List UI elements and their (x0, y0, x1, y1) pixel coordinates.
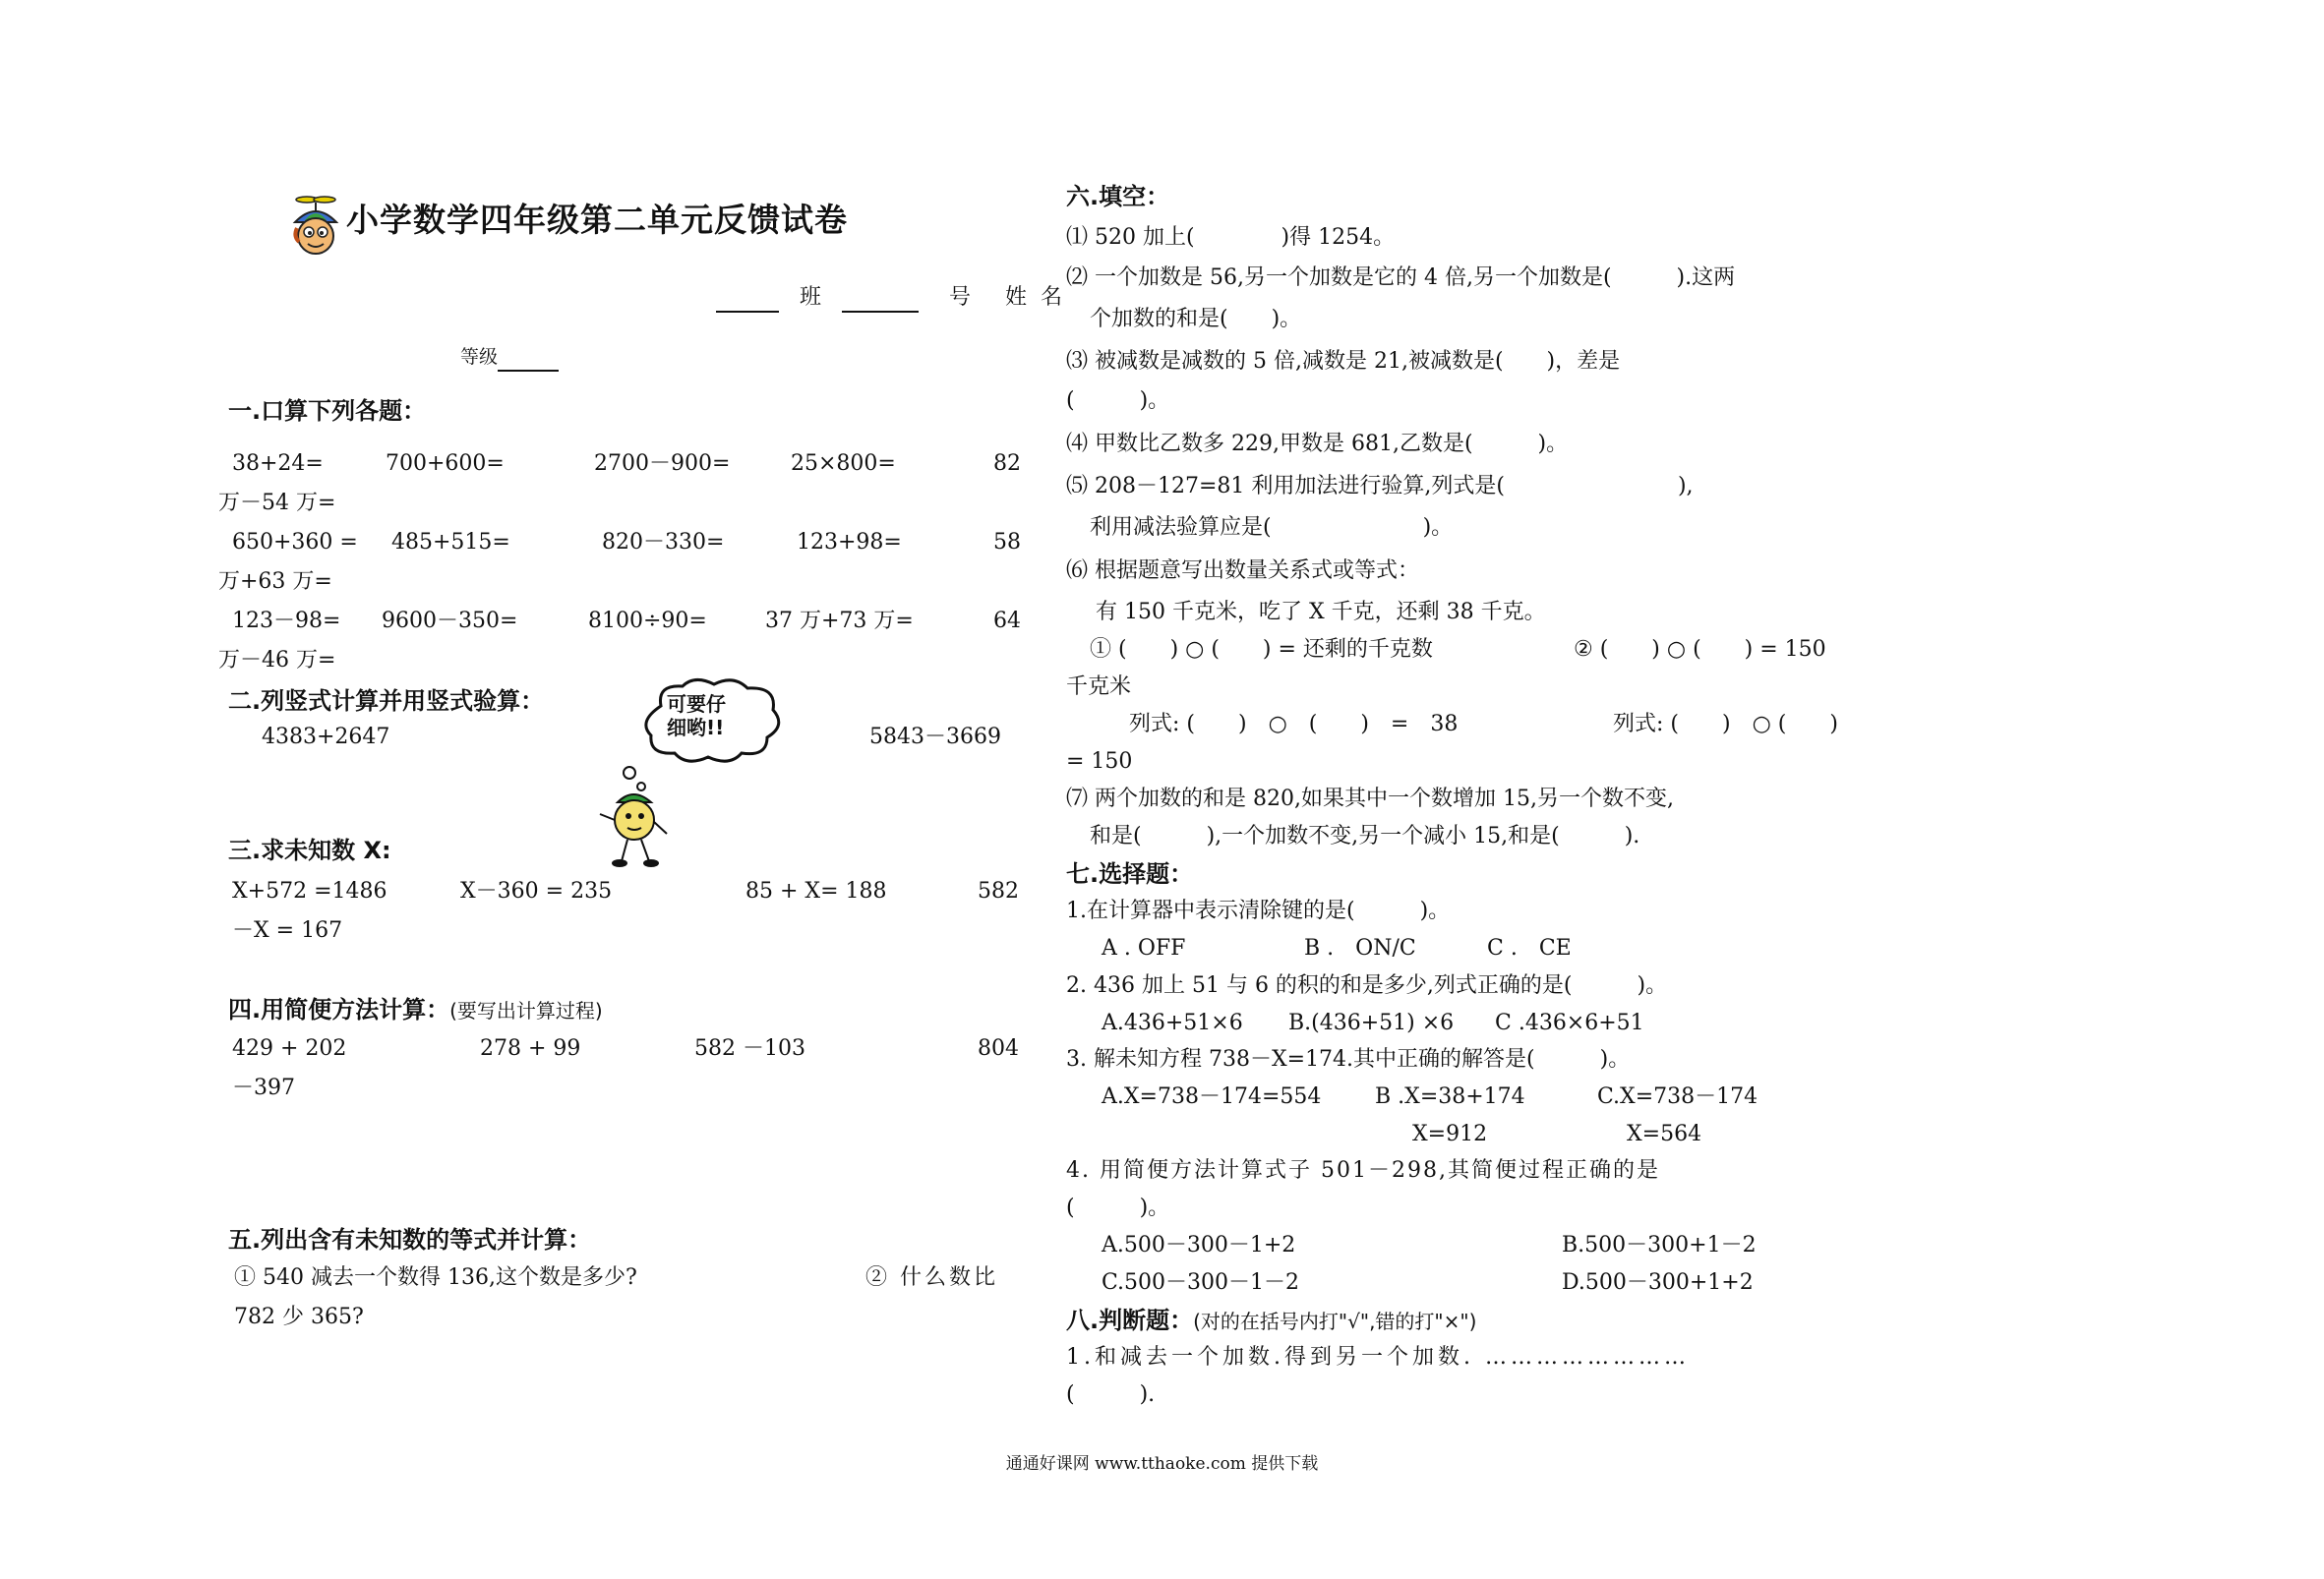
word-problem-2: ② 什么数比 (865, 1265, 998, 1290)
section8-heading (1066, 1306, 1476, 1336)
oral-calc-6: 650+360 = (232, 530, 358, 555)
oral-calc-4: 25×800= (791, 451, 896, 476)
student-info-line (716, 283, 1076, 313)
word-problem-2-cont: 782 少 365? (234, 1305, 364, 1329)
oral-calc-7: 485+515= (391, 530, 510, 555)
section7-heading: 七.选择题： (1066, 860, 1194, 888)
grade-label: 等级 (460, 346, 499, 368)
section1-heading: 一.口算下列各题： (228, 397, 427, 425)
number-label: 号 (949, 285, 972, 310)
oral-calc-10: 58 (993, 530, 1021, 555)
section5-heading: 五.列出含有未知数的等式并计算： (228, 1226, 592, 1254)
equation-4: 582 (978, 879, 1019, 904)
fill-q5-cont: 利用减法验算应是( )。 (1090, 515, 1454, 540)
grade-line (460, 342, 559, 372)
fill-q2: ⑵ 一个加数是 56,另一个加数是它的 4 倍,另一个加数是( ).这两 (1066, 265, 1736, 290)
fill-q6-story: 有 150 千克米，吃了 X 千克，还剩 38 千克。 (1096, 600, 1546, 624)
choice-q1-a: A . OFF (1102, 936, 1186, 961)
section6-heading: 六.填空： (1066, 183, 1170, 210)
word-problem-1: ① 540 减去一个数得 136,这个数是多少? (234, 1265, 637, 1290)
oral-calc-15-cont: 万－46 万= (218, 648, 336, 673)
choice-q2-b: B.(436+51) ×6 (1288, 1011, 1455, 1035)
oral-calc-9: 123+98= (797, 530, 902, 555)
simple-calc-4-cont: －397 (232, 1076, 295, 1100)
class-label: 班 (800, 285, 822, 310)
choice-q3-b: B .X=38+174 (1375, 1084, 1525, 1109)
fill-q7-cont: 和是( ),一个加数不变,另一个减小 15,和是( ). (1090, 824, 1640, 848)
choice-q3: 3. 解未知方程 738－X=174.其中正确的解答是( )。 (1066, 1047, 1631, 1072)
equation-2: X－360 = 235 (460, 879, 613, 904)
oral-calc-14: 37 万+73 万= (765, 609, 914, 633)
cartoon-kid-icon (590, 763, 679, 871)
oral-calc-15: 64 (993, 609, 1021, 633)
choice-q3-a: A.X=738－174=554 (1102, 1084, 1322, 1109)
judge-q1-cont: ( ). (1066, 1382, 1156, 1407)
page-title: 小学数学四年级第二单元反馈试卷 (346, 201, 848, 239)
choice-q4-cont: ( )。 (1066, 1196, 1170, 1220)
choice-q2: 2. 436 加上 51 与 6 的积的和是多少,列式正确的是( )。 (1066, 973, 1668, 998)
choice-q3-c-result: X=564 (1627, 1122, 1702, 1146)
oral-calc-1: 38+24= (232, 451, 324, 476)
fill-q6-formula-2: 列式: ( ) ○ ( ) (1613, 712, 1838, 736)
equation-1: X+572 =1486 (232, 879, 387, 904)
oral-calc-8: 820－330= (602, 530, 725, 555)
oral-calc-12: 9600－350= (382, 609, 518, 633)
oral-calc-2: 700+600= (386, 451, 505, 476)
oral-calc-10-cont: 万+63 万= (218, 569, 332, 594)
equation-4-cont: －X = 167 (232, 918, 343, 943)
fill-q3-cont: ( )。 (1066, 388, 1170, 413)
boy-mascot-icon (285, 193, 346, 260)
fill-q6-unit: 千克米 (1066, 674, 1132, 699)
section8-note: (对的在括号内打"√",错的打"×") (1193, 1310, 1477, 1333)
oral-calc-3: 2700－900= (594, 451, 731, 476)
oral-calc-5: 82 (993, 451, 1021, 476)
fill-q2-cont: 个加数的和是( )。 (1090, 307, 1302, 331)
fill-q1: ⑴ 520 加上( )得 1254。 (1066, 225, 1396, 250)
choice-q4-d: D.500－300+1+2 (1562, 1270, 1754, 1295)
choice-q1-b: B . ON/C (1304, 936, 1416, 961)
choice-q4-c: C.500－300－1－2 (1102, 1270, 1300, 1295)
choice-q1-c: C . CE (1487, 936, 1572, 961)
oral-calc-13: 8100÷90= (588, 609, 707, 633)
section4-title: 四.用简便方法计算： (228, 996, 450, 1023)
name-label: 姓名 (1005, 285, 1077, 310)
section2-heading: 二.列竖式计算并用竖式验算： (228, 687, 545, 715)
fill-q5: ⑸ 208－127=81 利用加法进行验算,列式是( ), (1066, 474, 1694, 498)
oral-calc-5-cont: 万－54 万= (218, 491, 336, 515)
oral-calc-11: 123－98= (232, 609, 341, 633)
fill-q6-relation-1: ① ( ) ○ ( ) = 还剩的千克数 (1090, 637, 1433, 662)
bubble-text-line1: 可要仔 (667, 692, 726, 716)
section4-heading (228, 995, 603, 1025)
grade-blank (498, 348, 559, 372)
fill-q6-formula-2-cont: = 150 (1066, 749, 1133, 774)
equation-3: 85 + X= 188 (745, 879, 887, 904)
section3-heading: 三.求未知数 X: (228, 837, 391, 864)
choice-q4-a: A.500－300－1+2 (1102, 1233, 1296, 1257)
choice-q4: 4. 用简便方法计算式子 501－298,其简便过程正确的是 (1066, 1158, 1660, 1183)
simple-calc-1: 429 + 202 (232, 1036, 347, 1061)
fill-q3: ⑶ 被减数是减数的 5 倍,减数是 21,被减数是( )，差是 (1066, 349, 1621, 374)
choice-q2-a: A.436+51×6 (1102, 1011, 1243, 1035)
footer-credit: 通通好课网 www.tthaoke.com 提供下载 (1005, 1454, 1319, 1474)
fill-q4: ⑷ 甲数比乙数多 229,甲数是 681,乙数是( )。 (1066, 432, 1569, 456)
simple-calc-4: 804 (978, 1036, 1019, 1061)
fill-q6: ⑹ 根据题意写出数量关系式或等式： (1066, 558, 1419, 583)
vertical-calc-1: 4383+2647 (262, 725, 390, 749)
simple-calc-3: 582 －103 (694, 1036, 805, 1061)
simple-calc-2: 278 + 99 (480, 1036, 581, 1061)
choice-q4-b: B.500－300+1－2 (1562, 1233, 1757, 1257)
vertical-calc-2: 5843－3669 (869, 725, 1001, 749)
section4-note: (要写出计算过程) (449, 999, 603, 1023)
judge-q1: 1.和减去一个加数.得到另一个加数. …………………… (1066, 1345, 1690, 1370)
fill-q7: ⑺ 两个加数的和是 820,如果其中一个数增加 15,另一个数不变, (1066, 787, 1674, 811)
bubble-text-line2: 细哟!! (667, 716, 725, 739)
number-blank (842, 289, 919, 313)
bubble-text (667, 692, 726, 739)
class-blank (716, 289, 779, 313)
choice-q3-b-result: X=912 (1412, 1122, 1488, 1146)
fill-q6-relation-2: ② ( ) ○ ( ) = 150 (1574, 637, 1826, 662)
choice-q3-c: C.X=738－174 (1597, 1084, 1758, 1109)
choice-q1: 1.在计算器中表示清除键的是( )。 (1066, 899, 1451, 923)
choice-q2-c: C .436×6+51 (1495, 1011, 1644, 1035)
fill-q6-formula-1: 列式: ( ) ○ ( ) = 38 (1129, 712, 1459, 736)
section8-title: 八.判断题： (1066, 1307, 1194, 1334)
